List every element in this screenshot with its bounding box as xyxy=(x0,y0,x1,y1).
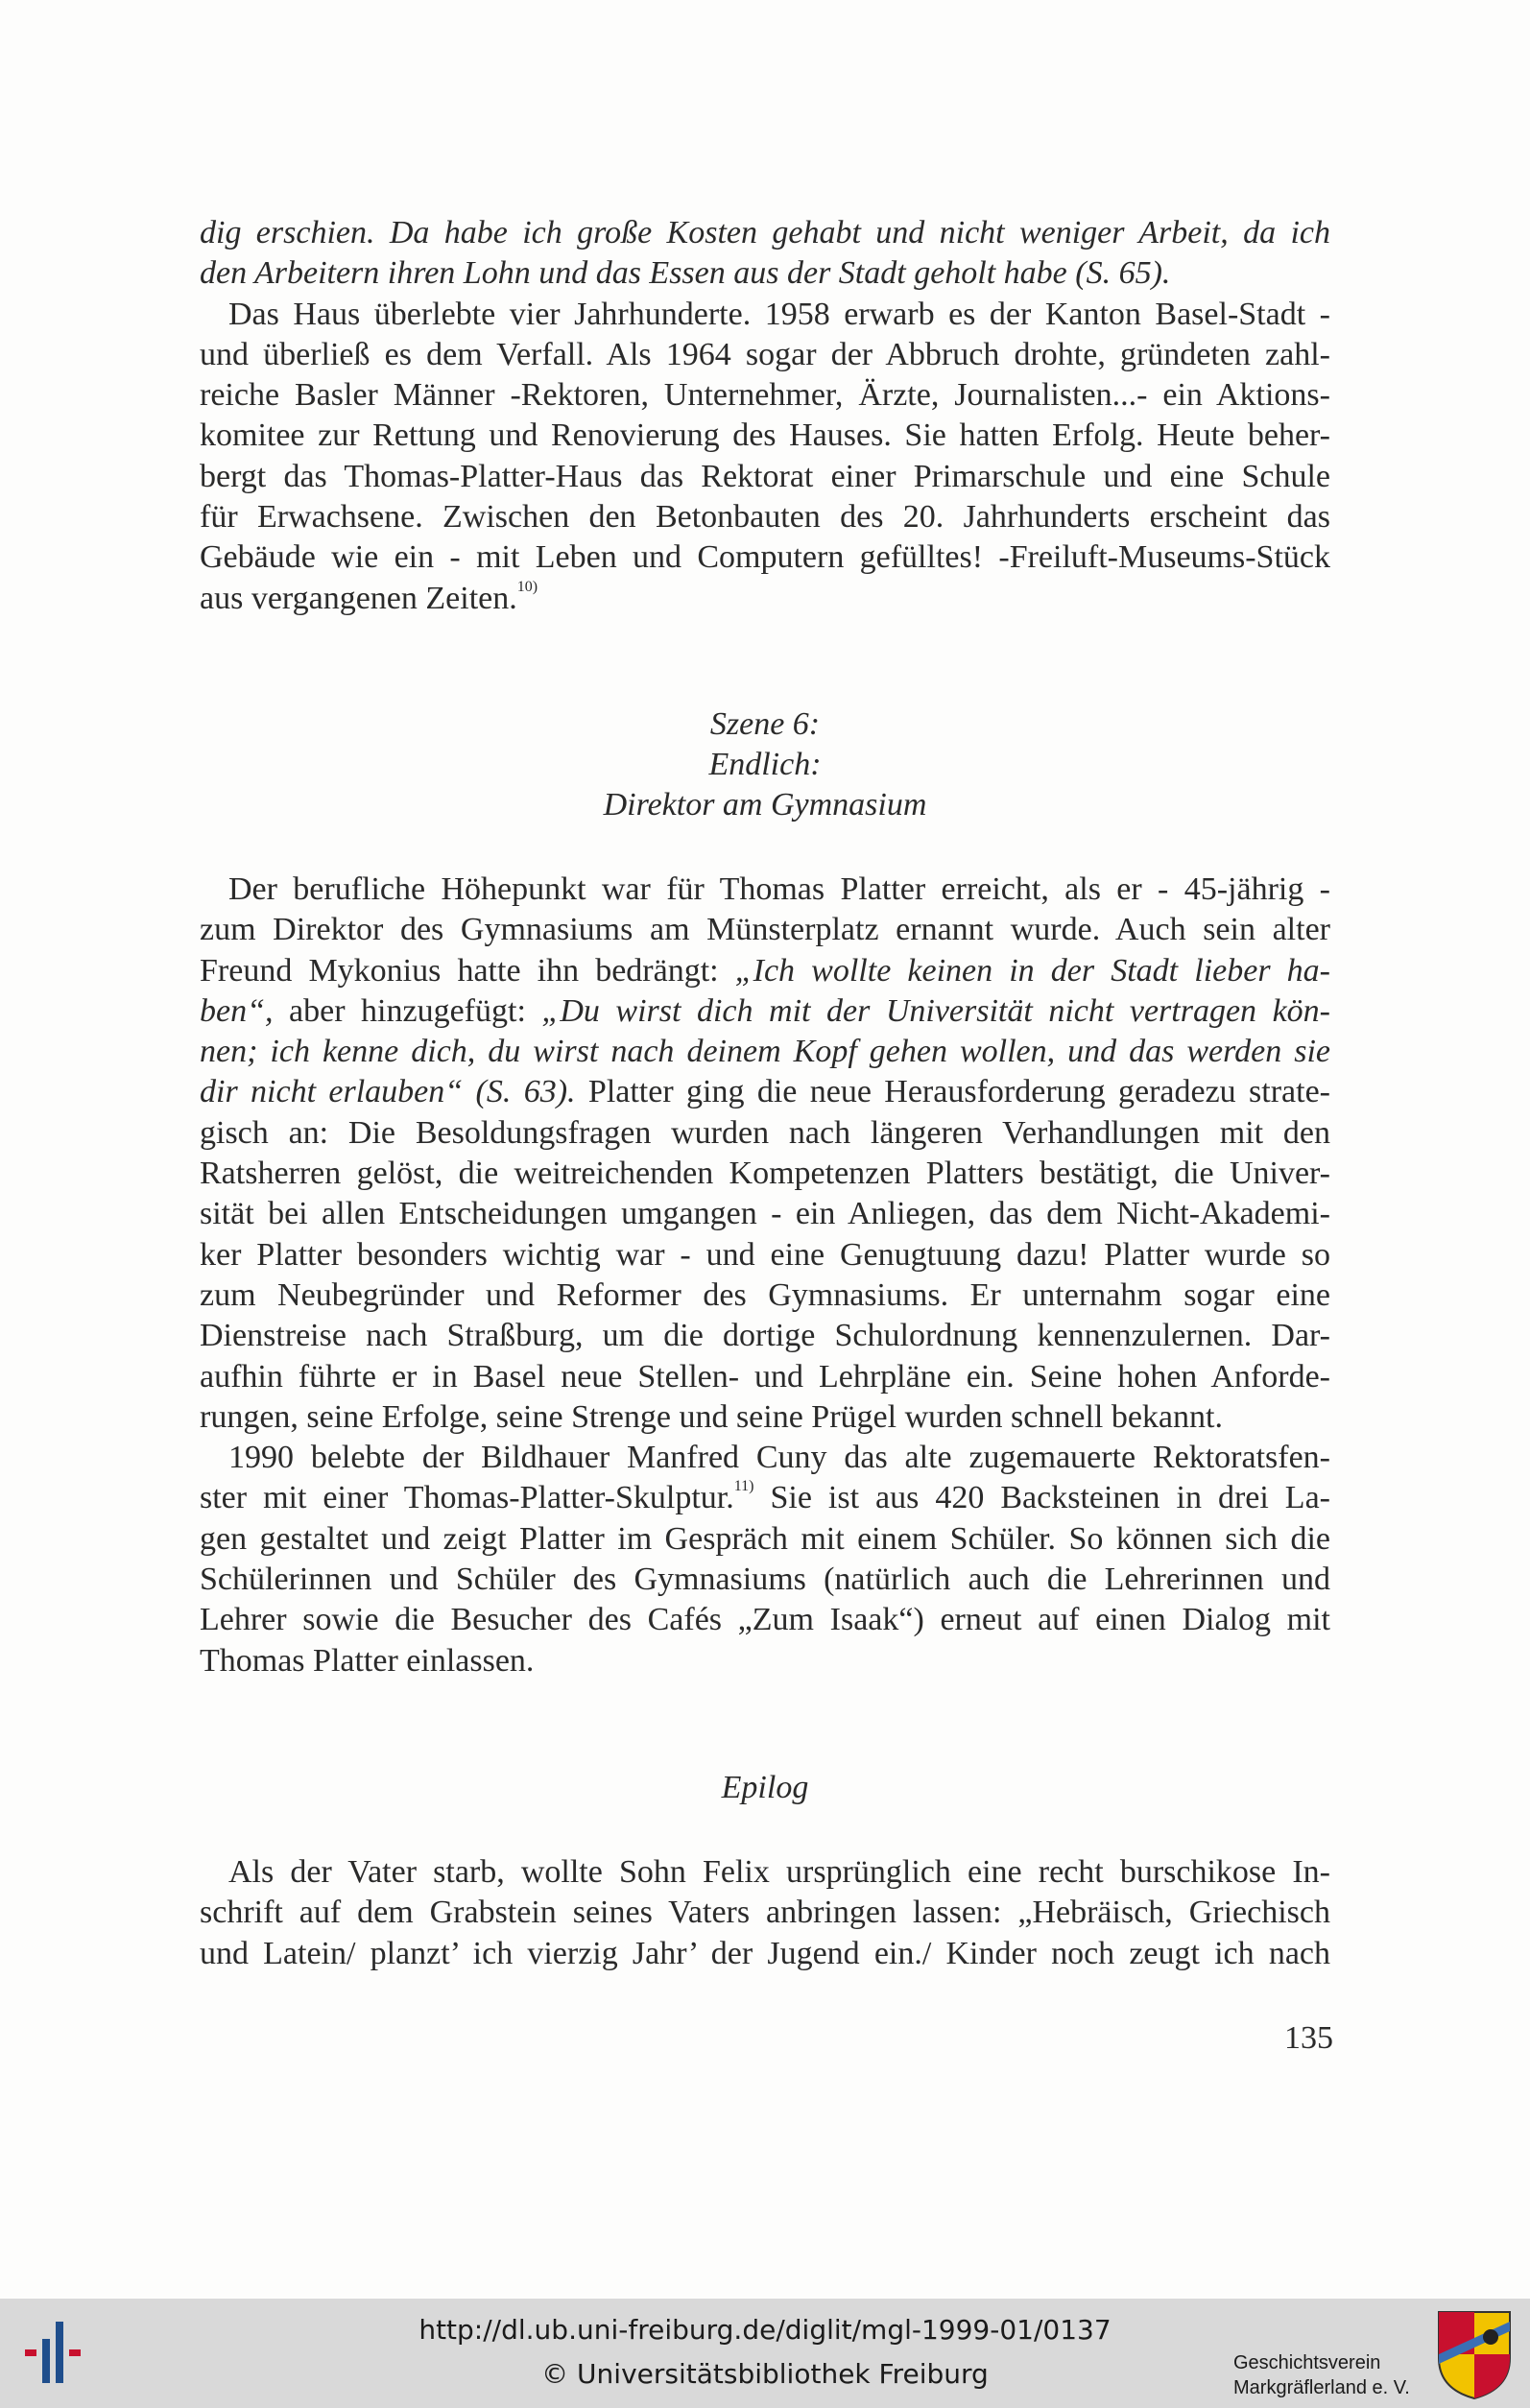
paragraph-block-3 xyxy=(200,1852,1330,1974)
text-line xyxy=(200,295,1330,335)
text-line xyxy=(200,1478,1330,1518)
section-heading-scene-6 xyxy=(200,704,1330,825)
text-run: gisch an: Die Besoldungsfragen wurden nach längeren Verhandlungen mit den xyxy=(200,1114,1330,1151)
footnote-ref: 10) xyxy=(516,578,538,595)
footer-bar xyxy=(0,2299,1530,2408)
page-number: 135 xyxy=(1284,2020,1333,2056)
text-line xyxy=(200,1600,1330,1640)
text-run: dig erschien. Da habe ich große Kosten gehabt und nicht weniger Arbeit, da ich xyxy=(200,215,1330,250)
text-line xyxy=(200,416,1330,456)
text-line xyxy=(200,870,1330,910)
text-line xyxy=(200,335,1330,375)
text-run: Der berufliche Höhepunkt war für Thomas Platter erreicht, als er - 45-jährig - xyxy=(228,871,1330,907)
text-run: den Arbeitern ihren Lohn und das Essen aus der Stadt geholt habe (S. 65). xyxy=(200,255,1171,292)
text-line xyxy=(200,1934,1330,1974)
footer-copyright: © Universitätsbibliothek Freiburg xyxy=(541,2358,989,2390)
text-line xyxy=(200,1438,1330,1478)
text-run: ker Platter besonders wichtig war - und eine Genugtuung dazu! Platter wurde so xyxy=(200,1236,1330,1273)
text-run: ster mit einer Thomas-Platter-Skulptur. xyxy=(200,1480,734,1516)
text-run: Schülerinnen und Schüler des Gymnasiums (natürlich auch die Lehrerinnen und xyxy=(200,1562,1330,1598)
text-line xyxy=(200,951,1330,991)
text-run: „Ich wollte keinen in der Stadt lieber ha- xyxy=(734,952,1330,989)
text-run: nen; ich kenne dich, du wirst nach deinem Kopf gehen wollen, und das werden sie xyxy=(200,1034,1330,1070)
text-run: komitee zur Rettung und Renovierung des Hauses. Sie hatten Erfolg. Heute beher- xyxy=(200,417,1330,454)
text-line xyxy=(200,1357,1330,1397)
paragraph-block-1 xyxy=(200,213,1330,619)
text-line xyxy=(200,1154,1330,1194)
text-line xyxy=(200,1072,1330,1112)
heading-line: Szene 6: xyxy=(709,706,821,742)
text-run: sität bei allen Entscheidungen umgangen - ein Anliegen, das dem Nicht-Akademi- xyxy=(200,1196,1330,1232)
text-run: Freund Mykonius hatte ihn bedrängt: xyxy=(200,952,735,989)
text-line xyxy=(200,1641,1330,1681)
text-run: Das Haus überlebte vier Jahrhunderte. 1958 erwarb es der Kanton Basel-Stadt - xyxy=(228,296,1330,332)
text-run: Gebäude wie ein - mit Leben und Computern gefülltes! -Freiluft-Museums-Stück xyxy=(200,539,1330,576)
text-line xyxy=(200,579,1330,619)
text-run: Sie ist aus 420 Backsteinen in drei La- xyxy=(753,1480,1330,1516)
text-line xyxy=(200,1519,1330,1560)
text-line xyxy=(200,213,1330,253)
text-line xyxy=(200,497,1330,537)
text-line xyxy=(200,537,1330,578)
text-run: aber hinzugefügt: xyxy=(273,992,542,1029)
coat-of-arms-icon[interactable] xyxy=(1435,2308,1514,2400)
heading-line: Endlich: xyxy=(708,747,822,782)
text-run: Als der Vater starb, wollte Sohn Felix ursprünglich eine recht burschikose In- xyxy=(228,1854,1330,1890)
text-line xyxy=(200,991,1330,1032)
text-line xyxy=(200,457,1330,497)
text-line xyxy=(200,1893,1330,1933)
text-run: aus vergangenen Zeiten. xyxy=(200,580,517,616)
text-run: zum Neubegründer und Reformer des Gymnasiums. Er unternahm sogar eine xyxy=(200,1276,1330,1313)
text-line xyxy=(200,910,1330,950)
text-run: 1990 belebte der Bildhauer Manfred Cuny das alte zugemauerte Rektoratsfen- xyxy=(228,1440,1330,1476)
text-run: Lehrer sowie die Besucher des Cafés „Zum Isaak“) erneut auf einen Dialog mit xyxy=(200,1602,1330,1638)
text-run: und überließ es dem Verfall. Als 1964 sogar der Abbruch drohte, gründeten zahl- xyxy=(200,336,1330,372)
text-line xyxy=(200,1032,1330,1072)
text-run: für Erwachsene. Zwischen den Betonbauten des 20. Jahrhunderts erscheint das xyxy=(200,499,1330,536)
society-line-2: Markgräflerland e. V. xyxy=(1233,2377,1410,2398)
text-run: ben“, xyxy=(200,992,274,1029)
footnote-ref: 11) xyxy=(733,1478,754,1495)
text-line xyxy=(200,1113,1330,1154)
text-line xyxy=(200,1194,1330,1234)
section-heading-epilog xyxy=(200,1768,1330,1808)
text-run: Dienstreise nach Straßburg, um die dortige Schulordnung kennenzulernen. Dar- xyxy=(200,1318,1330,1354)
text-run: Platter ging die neue Herausforderung geradezu strate- xyxy=(575,1074,1331,1110)
text-line xyxy=(200,1235,1330,1276)
text-run: „Du wirst dich mit der Universität nicht vertragen kön- xyxy=(541,992,1330,1029)
text-line xyxy=(200,1316,1330,1356)
text-run: zum Direktor des Gymnasiums am Münsterplatz ernannt wurde. Auch sein alter xyxy=(200,912,1330,948)
text-run: reiche Basler Männer -Rektoren, Unternehmer, Ärzte, Journalisten...- ein Aktions- xyxy=(200,377,1330,414)
footer-url-link[interactable]: http://dl.ub.uni-freiburg.de/diglit/mgl-1999-01/0137 xyxy=(418,2314,1112,2346)
text-line xyxy=(200,1276,1330,1316)
text-run: aufhin führte er in Basel neue Stellen- und Lehrpläne ein. Seine hohen Anforde- xyxy=(200,1358,1330,1395)
text-run: Thomas Platter einlassen. xyxy=(200,1642,535,1679)
text-line xyxy=(200,1560,1330,1600)
text-run: dir nicht erlauben“ (S. 63). xyxy=(200,1074,576,1110)
text-line xyxy=(200,253,1330,294)
text-run: bergt das Thomas-Platter-Haus das Rektorat einer Primarschule und eine Schule xyxy=(200,458,1330,494)
text-run: rungen, seine Erfolge, seine Strenge und seine Prügel wurden schnell bekannt. xyxy=(200,1398,1223,1435)
footer-society-name xyxy=(1233,2350,1410,2400)
text-line xyxy=(200,1397,1330,1438)
text-run: schrift auf dem Grabstein seines Vaters anbringen lassen: „Hebräisch, Griechisch xyxy=(200,1895,1330,1931)
text-run: gen gestaltet und zeigt Platter im Gespräch mit einem Schüler. So können sich die xyxy=(200,1520,1330,1557)
text-run: Ratsherren gelöst, die weitreichenden Kompetenzen Platters bestätigt, die Univer- xyxy=(200,1156,1330,1192)
text-line xyxy=(200,1852,1330,1893)
text-run: und Latein/ planzt’ ich vierzig Jahr’ der Jugend ein./ Kinder noch zeugt ich nach xyxy=(200,1935,1330,1971)
heading-line: Direktor am Gymnasium xyxy=(603,787,927,823)
text-line xyxy=(200,375,1330,416)
society-line-1: Geschichtsverein xyxy=(1233,2352,1381,2373)
paragraph-block-2 xyxy=(200,870,1330,1681)
heading-line: Epilog xyxy=(721,1770,809,1805)
